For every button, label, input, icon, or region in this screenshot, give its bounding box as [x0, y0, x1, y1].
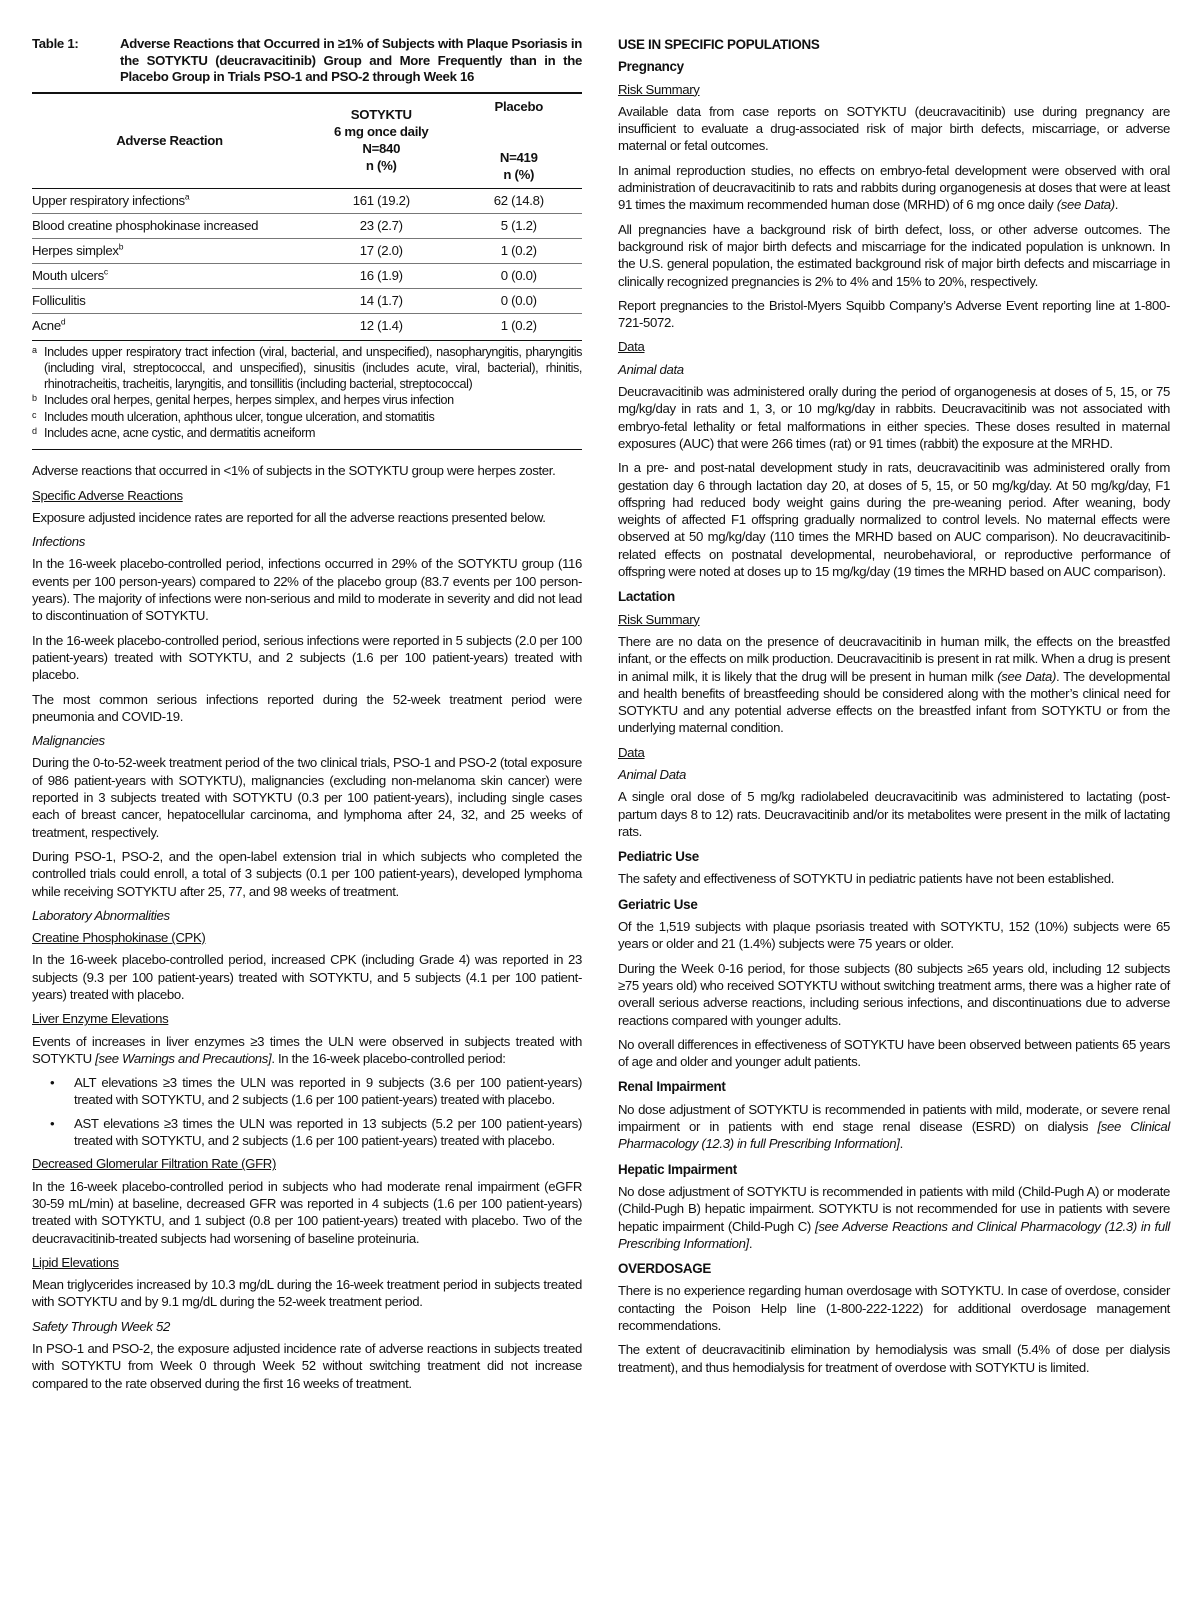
section-heading: Liver Enzyme Elevations — [32, 1011, 169, 1027]
section-title: OVERDOSAGE — [618, 1261, 711, 1277]
paragraph: Available data from case reports on SOTYKTU (deucravacitinib) use during pregnancy are insufficient to evaluate a drug-associated risk of major birth defects, miscarriage, or adverse maternal or fetal outcomes. — [618, 103, 1170, 154]
header-adverse-reaction: Adverse Reaction — [116, 132, 223, 148]
paragraph: In animal reproduction studies, no effects on embryo-fetal development were observed with oral administration of deucravacitinib to rats and rabbits during organogenesis at doses that were at least 91 times the maximum recommended human dose (MRHD) of 6 mg once daily (see Data). — [618, 162, 1170, 213]
table-row — [32, 213, 582, 238]
subsection-heading: Safety Through Week 52 — [32, 1318, 170, 1334]
cross-reference: [see Adverse Reactions and Clinical Pharmacology (12.3) in full Prescribing Information] — [618, 1218, 1170, 1251]
placebo-value: 0 (0.0) — [456, 263, 583, 288]
reaction-name: Upper respiratory infections$^a$ — [32, 188, 307, 213]
placebo-value: 1 (0.2) — [456, 238, 583, 263]
header-sotyktu-line: N=840 — [362, 141, 401, 156]
paragraph: In PSO-1 and PSO-2, the exposure adjusted incidence rate of adverse reactions in subjects treated with SOTYKTU from Week 0 through Week 52 without switching treatment did not increase compared to the rate observed during the first 16 weeks of treatment. — [32, 1341, 582, 1391]
footnote: c Includes mouth ulceration, aphthous ulcer, tongue ulceration, and stomatitis — [32, 409, 435, 424]
cross-reference: (see Data) — [997, 668, 1056, 684]
paragraph: Of the 1,519 subjects with plaque psoriasis treated with SOTYKTU, 152 (10%) subjects were 65 years or older and 21 (1.4%) subjects were 75 years or older. — [618, 919, 1170, 952]
list-item: • ALT elevations ≥3 times the ULN was reported in 9 subjects (3.6 per 100 patient-years) treated with SOTYKTU, and 2 subjects (1.6 per 100 patient-years) treated with placebo. — [32, 1074, 582, 1109]
bullet-list — [32, 1074, 582, 1149]
header-spacer — [456, 115, 583, 149]
sotyktu-value: 17 (2.0) — [307, 238, 456, 263]
paragraph: In the 16-week placebo-controlled period, infections occurred in 29% of the SOTYKTU group (116 events per 100 person-years) compared to 22% of the placebo group (83.7 events per 100 person-years). The majority of infections were non-serious and mild to moderate in severity and did not lead to discontinuation of SOTYKTU. — [32, 556, 582, 624]
placebo-value: 5 (1.2) — [456, 213, 583, 238]
section-heading: Pediatric Use — [618, 849, 699, 865]
placebo-value: 62 (14.8) — [456, 188, 583, 213]
header-placebo-line: N=419 — [499, 149, 538, 165]
section-heading: Pregnancy — [618, 59, 684, 75]
section-title: USE IN SPECIFIC POPULATIONS — [618, 37, 820, 52]
section-heading: Lactation — [618, 589, 675, 605]
paragraph: During PSO-1, PSO-2, and the open-label extension trial in which subjects who completed the controlled trials could enroll, a total of 3 subjects (0.1 per 100 patient-years), developed lymphoma while receiving SOTYKTU after 25, 77, and 98 weeks of treatment. — [32, 848, 582, 899]
subsection-heading: Data — [618, 744, 645, 760]
paragraph: The most common serious infections reported during the 52-week treatment period were pneumonia and COVID-19. — [32, 691, 582, 724]
table-row — [32, 263, 582, 288]
bullet-icon: • — [50, 1075, 55, 1091]
paragraph: Events of increases in liver enzymes ≥3 times the ULN were observed in subjects treated with SOTYKTU [see Warnings and Precautions]. In the 16-week placebo-controlled period: — [32, 1033, 582, 1066]
table-row — [32, 288, 582, 313]
subsection-heading: Malignancies — [32, 733, 105, 749]
section-heading: Lipid Elevations — [32, 1254, 119, 1270]
placebo-value: 0 (0.0) — [456, 288, 583, 313]
paragraph: Report pregnancies to the Bristol-Myers Squibb Company’s Adverse Event reporting line at 1-800-721-5072. — [618, 297, 1170, 331]
table-title: Adverse Reactions that Occurred in ≥1% of Subjects with Plaque Psoriasis in the SOTYKTU (deucravacitinib) Group and More Frequently than in the Placebo Group in Trials PSO-1 and PSO-2 through Week 16 — [120, 36, 582, 84]
subsection-heading: Risk Summary — [618, 81, 700, 97]
reaction-name: Acne$^d$ — [32, 316, 66, 333]
header-sotyktu-line: n (%) — [365, 158, 397, 173]
header-placebo-line: n (%) — [503, 166, 535, 182]
paragraph: Adverse reactions that occurred in <1% of subjects in the SOTYKTU group were herpes zoster. — [32, 463, 556, 479]
adverse-reactions-table — [32, 94, 582, 338]
sotyktu-value: 161 (19.2) — [307, 188, 456, 213]
bullet-icon: • — [50, 1115, 55, 1131]
footnote-ref: b — [118, 241, 124, 252]
sotyktu-value: 14 (1.7) — [307, 288, 456, 313]
subsection-heading: Infections — [32, 534, 85, 550]
paragraph: Mean triglycerides increased by 10.3 mg/dL during the 16-week treatment period in subjects treated with SOTYKTU and by 9.1 mg/dL during the 52-week treatment period. — [32, 1277, 582, 1310]
subsection-heading: Animal data — [618, 361, 684, 377]
paragraph: A single oral dose of 5 mg/kg radiolabeled deucravacitinib was administered to lactating (post-partum days 8 to 12) rats. Deucravacitinib and/or its metabolites were present in the milk of lactating rats. — [618, 789, 1170, 839]
footnote-ref: d — [60, 316, 66, 327]
section-heading: Specific Adverse Reactions — [32, 487, 183, 503]
list-item: • AST elevations ≥3 times the ULN was reported in 13 subjects (5.2 per 100 patient-years) treated with SOTYKTU, and 2 subjects (1.6 per 100 patient-years) treated with placebo. — [32, 1115, 582, 1150]
subsection-heading: Risk Summary — [618, 611, 700, 627]
header-sotyktu — [307, 94, 456, 189]
table-caption — [32, 36, 582, 86]
section-heading: Geriatric Use — [618, 896, 698, 912]
paragraph: Deucravacitinib was administered orally during the period of organogenesis at doses of 5, 15, or 75 mg/kg/day in rats and 1, 3, or 10 mg/kg/day in rabbits. Deucravacitinib was not associated with embryo-fetal lethality or fetal malformations in either species. These doses resulted in maternal exposures (AUC) that were 266 times (rat) or 91 times (rabbit) the exposure at the MRHD. — [618, 384, 1170, 451]
paragraph: The safety and effectiveness of SOTYKTU in pediatric patients have not been established. — [618, 871, 1115, 887]
footnote: a Includes upper respiratory tract infection (viral, bacterial, and unspecified), nasopharyngitis, pharyngitis (including viral, streptococcal, and unspecified), sinusitis (includes acute, viral, bacterial), rhinitis, rhinotracheitis, tracheitis, laryngitis, and tonsillitis (including bacterial, streptococcal) — [32, 344, 582, 392]
section-heading: Creatine Phosphokinase (CPK) — [32, 930, 206, 946]
header-placebo — [456, 94, 583, 189]
paragraph: No overall differences in effectiveness of SOTYKTU have been observed between patients 65 years of age and older and younger adult patients. — [618, 1036, 1170, 1070]
subsection-heading: Animal Data — [618, 766, 686, 782]
placebo-value: 1 (0.2) — [500, 317, 537, 333]
cross-reference: [see Clinical Pharmacology (12.3) in full Prescribing Information] — [618, 1119, 1170, 1152]
reaction-name: Blood creatine phosphokinase increased — [32, 213, 307, 238]
cross-reference: (see Data) — [1056, 197, 1115, 213]
cross-reference: [see Warnings and Precautions] — [95, 1050, 272, 1066]
paragraph: During the Week 0-16 period, for those subjects (80 subjects ≥65 years old, including 12 subjects ≥75 years old) who received SOTYKTU without switching treatment arms, there was a higher rate of overall serious adverse reactions, including serious infections, and discontinuations due to adverse reactions compared with younger adults. — [618, 960, 1170, 1028]
sotyktu-value: 12 (1.4) — [359, 317, 403, 333]
left-column — [32, 36, 582, 1399]
footnote-ref: c — [103, 266, 108, 277]
sotyktu-value: 23 (2.7) — [307, 213, 456, 238]
section-heading: Renal Impairment — [618, 1079, 726, 1095]
paragraph: There are no data on the presence of deucravacitinib in human milk, the effects on the breastfed infant, or the effects on milk production. Deucravacitinib is present in rat milk. When a drug is present in animal milk, it is likely that the drug will be present in human milk (see Data). The developmental and health benefits of breastfeeding should be considered along with the mother’s clinical need for SOTYKTU and any potential adverse effects on the breastfed infant from SOTYKTU or from the underlying maternal condition. — [618, 633, 1170, 736]
table-header-row — [32, 94, 582, 189]
table-number: Table 1: — [32, 36, 79, 51]
table-bottom-rule — [32, 340, 582, 341]
paragraph: In the 16-week placebo-controlled period, serious infections were reported in 5 subjects (2.0 per 100 patient-years) treated with SOTYKTU, and 2 subjects (1.6 per 100 patient-years) treated with placebo. — [32, 632, 582, 683]
footnote: d Includes acne, acne cystic, and dermatitis acneiform — [32, 425, 316, 440]
paragraph: During the 0-to-52-week treatment period of the two clinical trials, PSO-1 and PSO-2 (total exposure of 986 patient-years with SOTYKTU), malignancies (excluding non-melanoma skin cancer) were reported in 3 subjects treated with SOTYKTU (0.3 per 100 patient-years), including single cases each of breast cancer, hepatocellular carcinoma, and lymphoma after 24, 32, and 25 weeks of treatment, respectively. — [32, 755, 582, 840]
sotyktu-value: 16 (1.9) — [307, 263, 456, 288]
reaction-name: Folliculitis — [32, 288, 307, 313]
header-sotyktu-line: SOTYKTU — [350, 107, 412, 122]
paragraph: No dose adjustment of SOTYKTU is recommended in patients with mild (Child-Pugh A) or moderate (Child-Pugh B) hepatic impairment. SOTYKTU is not recommended for use in patients with severe hepatic impairment (Child-Pugh C) [see Adverse Reactions and Clinical Pharmacology (12.3) in full Prescribing Information]. — [618, 1183, 1170, 1251]
table-row — [32, 188, 582, 213]
paragraph: No dose adjustment of SOTYKTU is recommended in patients with mild, moderate, or severe renal impairment or in patients with end stage renal disease (ESRD) on dialysis [see Clinical Pharmacology (12.3) in full Prescribing Information]. — [618, 1101, 1170, 1152]
paragraph: The extent of deucravacitinib elimination by hemodialysis was small (5.4% of dose per dialysis treatment), and thus hemodialysis for treatment of overdose with SOTYKTU is limited. — [618, 1342, 1170, 1375]
section-heading: Hepatic Impairment — [618, 1161, 737, 1177]
subsection-heading: Laboratory Abnormalities — [32, 907, 170, 923]
paragraph: All pregnancies have a background risk of birth defect, loss, or other adverse outcomes. The background risk of major birth defects and miscarriage for the indicated population is unknown. In the U.S. general population, the estimated background risk of major birth defects and miscarriage in clinically recognized pregnancies is 2% to 4% and 15% to 20%, respectively. — [618, 221, 1170, 289]
reaction-name: Herpes simplex$^b$ — [32, 238, 307, 263]
table-row — [32, 313, 582, 338]
right-column — [618, 36, 1170, 1383]
footnote: b Includes oral herpes, genital herpes, herpes simplex, and herpes virus infection — [32, 393, 454, 408]
reaction-name: Mouth ulcers$^c$ — [32, 263, 307, 288]
table-footnotes — [32, 344, 582, 442]
paragraph: In the 16-week placebo-controlled period in subjects who had moderate renal impairment (eGFR 30-59 mL/min) at baseline, decreased GFR was reported in 4 subjects (1.6 per 100 patient-years) treated with SOTYKTU, and 1 subject (0.8 per 100 patient-years) treated with placebo. Two of the deucravacitinib-treated subjects had worsening of baseline proteinuria. — [32, 1178, 582, 1246]
subsection-heading: Data — [618, 339, 645, 355]
paragraph: There is no experience regarding human overdosage with SOTYKTU. In case of overdose, consider contacting the Poison Help line (1-800-222-1222) for additional overdosage management recommendations. — [618, 1283, 1170, 1333]
section-heading: Decreased Glomerular Filtration Rate (GFR) — [32, 1156, 276, 1172]
table-row — [32, 238, 582, 263]
paragraph: In a pre- and post-natal development study in rats, deucravacitinib was administered orally from gestation day 6 through lactation day 20, at doses of 5, 15, or 50 mg/kg/day. At 50 mg/kg/day, F1 offspring had reduced body weight gains during the pre-weaning period. After weaning, body weights of affected F1 offspring gradually normalized to control levels. No maternal effects were observed at 50 mg/kg/day (110 times the MRHD based on AUC comparison). No deucravacitinib-related effects on postnatal developmental, neurobehavioral, or reproductive performance of offspring were noted at doses up to 15 mg/kg/day (19 times the MRHD based on AUC comparison). — [618, 460, 1170, 580]
header-placebo-line: Placebo — [494, 98, 543, 114]
table-end-rule — [32, 449, 582, 450]
footnote-ref: a — [184, 191, 190, 202]
paragraph: In the 16-week placebo-controlled period, increased CPK (including Grade 4) was reported in 23 subjects (9.3 per 100 patient-years) treated with SOTYKTU, and 5 subjects (4.1 per 100 patient-years) treated with placebo. — [32, 952, 582, 1002]
paragraph: Exposure adjusted incidence rates are reported for all the adverse reactions presented below. — [32, 509, 546, 525]
header-sotyktu-line: 6 mg once daily — [334, 124, 429, 139]
